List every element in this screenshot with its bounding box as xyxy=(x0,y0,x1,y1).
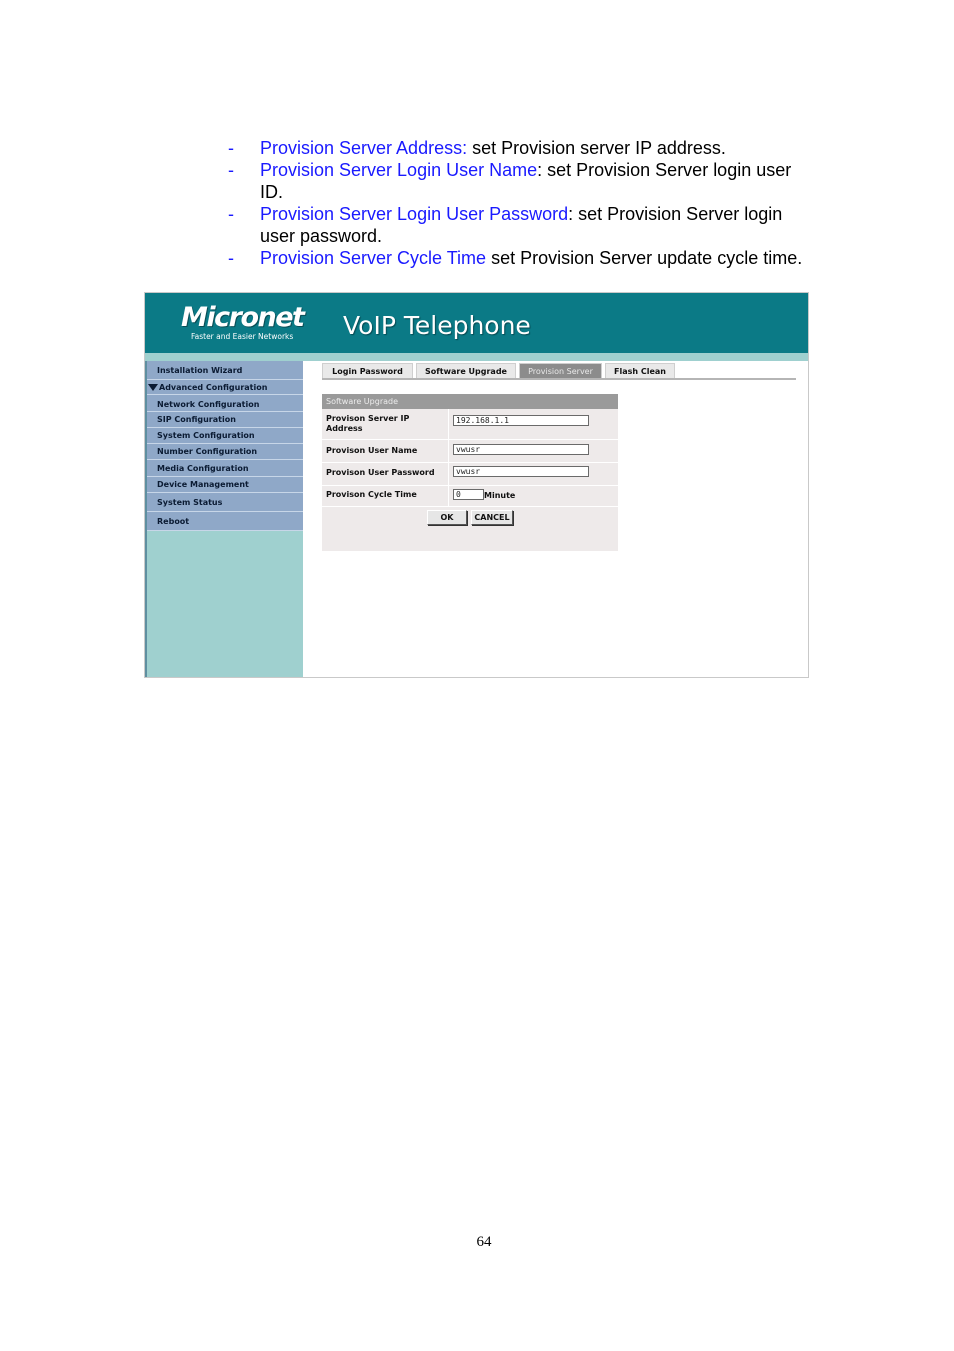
sidebar-item-reboot[interactable] xyxy=(147,512,303,531)
bullet-cycle-time xyxy=(228,247,808,269)
row-cycle-time xyxy=(322,486,618,507)
term-login-user-password: Provision Server Login User Password xyxy=(260,204,569,224)
provision-panel xyxy=(322,394,618,551)
tab-provision-server[interactable]: Provision Server xyxy=(519,363,602,378)
sidebar-item-label: Device Management xyxy=(157,480,249,489)
user-name-input[interactable]: vwusr xyxy=(453,444,589,455)
user-password-input[interactable]: vwusr xyxy=(453,466,589,477)
desc-server-address: set Provision server IP address. xyxy=(467,138,726,158)
sidebar-item-label: System Configuration xyxy=(157,431,255,440)
row-divider xyxy=(448,463,449,485)
banner-strip xyxy=(145,353,809,361)
ok-button[interactable]: OK xyxy=(427,510,467,525)
sidebar-item-label: System Status xyxy=(157,498,223,507)
cancel-button[interactable]: CANCEL xyxy=(471,510,513,525)
sidebar-item-installation-wizard[interactable] xyxy=(147,361,303,380)
row-divider xyxy=(448,486,449,506)
sidebar-item-network-configuration[interactable] xyxy=(147,395,303,412)
label-user-password: Provison User Password xyxy=(326,468,435,477)
bullet-login-user-name xyxy=(228,159,808,203)
triangle-down-icon xyxy=(148,384,158,391)
desc-login-user-password: : set Provision Server login user password. xyxy=(260,204,783,246)
sidebar-item-number-configuration[interactable] xyxy=(147,444,303,460)
bullet-server-address xyxy=(228,137,808,159)
tab-flash-clean[interactable]: Flash Clean xyxy=(605,363,675,378)
bullet-dash: - xyxy=(228,248,234,268)
sidebar-nav xyxy=(147,361,303,531)
row-user-name xyxy=(322,440,618,463)
sidebar-item-label: Installation Wizard xyxy=(157,366,243,375)
bullet-login-user-password xyxy=(228,203,808,247)
sidebar-item-label: Media Configuration xyxy=(157,464,249,473)
row-server-ip xyxy=(322,409,618,440)
app-title: VoIP Telephone xyxy=(343,311,531,340)
sidebar-item-label: SIP Configuration xyxy=(157,415,236,424)
sidebar-item-label: Network Configuration xyxy=(157,400,260,409)
bullet-dash: - xyxy=(228,204,234,224)
tab-underline xyxy=(322,378,796,380)
label-cycle-time: Provison Cycle Time xyxy=(326,490,417,499)
desc-login-user-name: : set Provision Server login user ID. xyxy=(260,160,792,202)
bullet-dash: - xyxy=(228,160,234,180)
main-content xyxy=(303,361,809,678)
sidebar-item-advanced-configuration[interactable] xyxy=(147,380,303,395)
sidebar-item-device-management[interactable] xyxy=(147,477,303,493)
server-ip-input[interactable]: 192.168.1.1 xyxy=(453,415,589,426)
tab-software-upgrade[interactable]: Software Upgrade xyxy=(416,363,516,378)
panel-title: Software Upgrade xyxy=(322,394,618,409)
header-banner xyxy=(145,293,809,353)
desc-cycle-time: set Provision Server update cycle time. xyxy=(486,248,803,268)
term-login-user-name: Provision Server Login User Name xyxy=(260,160,538,180)
logo-tagline: Faster and Easier Networks xyxy=(191,332,294,341)
sidebar xyxy=(145,361,303,678)
sidebar-item-sip-configuration[interactable] xyxy=(147,412,303,428)
sidebar-item-system-configuration[interactable] xyxy=(147,428,303,444)
micronet-logo: Micronet xyxy=(181,302,304,333)
web-ui-screenshot xyxy=(144,292,809,678)
row-user-password xyxy=(322,463,618,486)
bullet-dash: - xyxy=(228,138,234,158)
label-server-ip: Provison Server IP Address xyxy=(326,414,410,433)
label-user-name: Provison User Name xyxy=(326,446,418,455)
definition-list xyxy=(228,137,808,269)
row-divider xyxy=(448,440,449,462)
term-server-address: Provision Server Address: xyxy=(260,138,468,158)
row-divider xyxy=(448,409,449,439)
cycle-time-unit: Minute xyxy=(484,491,516,500)
term-cycle-time: Provision Server Cycle Time xyxy=(260,248,487,268)
sidebar-item-label: Advanced Configuration xyxy=(159,383,268,392)
sidebar-item-label: Number Configuration xyxy=(157,447,258,456)
tab-login-password[interactable]: Login Password xyxy=(322,363,413,378)
sidebar-item-media-configuration[interactable] xyxy=(147,460,303,477)
cycle-time-input[interactable]: 0 xyxy=(453,489,484,500)
sidebar-item-label: Reboot xyxy=(157,517,190,526)
page-number: 64 xyxy=(476,1234,492,1250)
sidebar-item-system-status[interactable] xyxy=(147,493,303,512)
